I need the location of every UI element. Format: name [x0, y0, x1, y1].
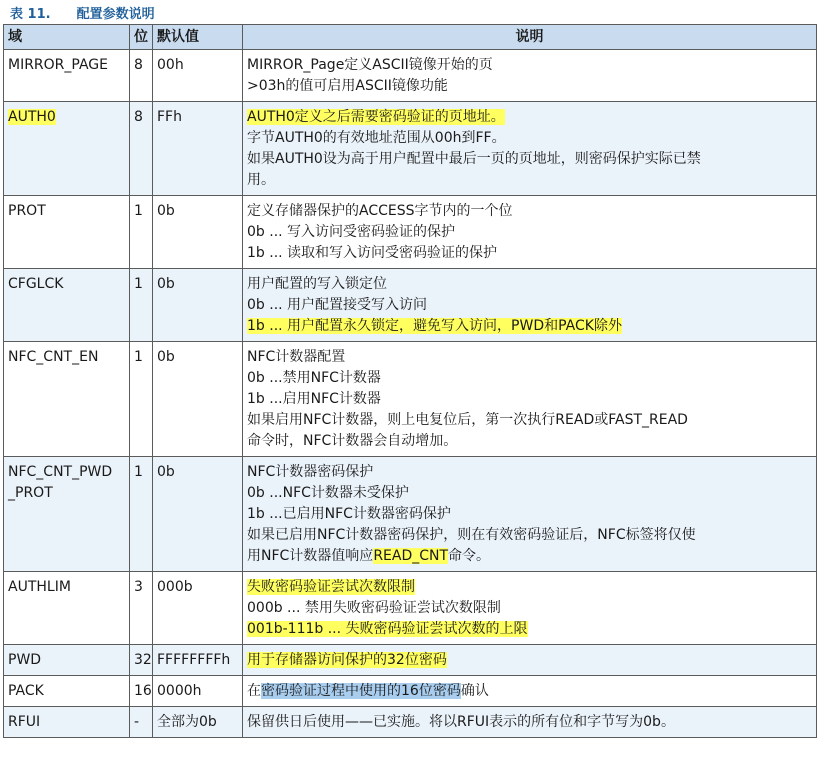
cell-field: PACK	[4, 676, 130, 707]
description-line: NFC计数器配置	[247, 349, 346, 365]
description-line: 1b ... 读取和写入访问受密码验证的保护	[247, 245, 498, 261]
table-row	[4, 676, 817, 707]
cell-bit: 1	[130, 196, 153, 269]
description-line: 000b ... 禁用失败密码验证尝试次数限制	[247, 600, 501, 616]
cell-field: RFUI	[4, 707, 130, 738]
table-title: 配置参数说明	[76, 7, 155, 22]
field-name-line: NFC_CNT_PWD	[8, 464, 113, 480]
cell-default: FFFFFFFFh	[153, 645, 243, 676]
cell-default: 0b	[153, 196, 243, 269]
cell-default: FFh	[153, 102, 243, 196]
cell-bit: 32	[130, 645, 153, 676]
config-parameter-table	[3, 24, 817, 738]
table-header-row	[4, 25, 817, 50]
table-row	[4, 269, 817, 342]
description-line: NFC计数器密码保护	[247, 464, 374, 480]
table-number: 表 11.	[10, 7, 51, 22]
cell-description	[243, 50, 817, 102]
description-line-highlighted: AUTH0定义之后需要密码验证的页地址。	[247, 109, 505, 125]
cell-default: 0b	[153, 457, 243, 572]
description-line: >03h的值可启用ASCII镜像功能	[247, 78, 448, 94]
description-line: 用。	[247, 172, 275, 188]
description-line: 命令时，NFC计数器会自动增加。	[247, 433, 458, 449]
cell-description	[243, 572, 817, 645]
description-line: 0b ... 用户配置接受写入访问	[247, 297, 428, 313]
cell-bit: 3	[130, 572, 153, 645]
table-row	[4, 572, 817, 645]
cell-description	[243, 342, 817, 457]
description-line: 用户配置的写入锁定位	[247, 276, 387, 292]
cell-description	[243, 457, 817, 572]
cell-description[interactable]	[243, 676, 817, 707]
description-line: 字节AUTH0的有效地址范围从00h到FF。	[247, 130, 506, 146]
description-line: MIRROR_Page定义ASCII镜像开始的页	[247, 57, 493, 73]
table-row	[4, 645, 817, 676]
cell-default: 0b	[153, 269, 243, 342]
cell-field: MIRROR_PAGE	[4, 50, 130, 102]
cell-field: CFGLCK	[4, 269, 130, 342]
table-row	[4, 342, 817, 457]
header-description: 说明	[243, 25, 817, 50]
cell-bit: 8	[130, 50, 153, 102]
description-line-highlighted: 失败密码验证尝试次数限制	[247, 579, 415, 595]
description-line: 0b ...禁用NFC计数器	[247, 370, 381, 386]
cell-default: 0000h	[153, 676, 243, 707]
description-line-highlighted: 1b ... 用户配置永久锁定，避免写入访问，PWD和PACK除外	[247, 318, 622, 334]
description-line[interactable]: 在密码验证过程中使用的16位密码确认	[247, 683, 489, 699]
cell-description	[243, 707, 817, 738]
table-row	[4, 707, 817, 738]
description-line: 用NFC计数器值响应READ_CNT命令。	[247, 548, 491, 564]
description-line-highlighted: 001b-111b ... 失败密码验证尝试次数的上限	[247, 621, 528, 637]
header-bit: 位	[130, 25, 153, 50]
table-row	[4, 102, 817, 196]
description-line: 1b ...已启用NFC计数器密码保护	[247, 506, 451, 522]
cell-field	[4, 102, 130, 196]
description-line: 0b ...NFC计数器未受保护	[247, 485, 409, 501]
cell-bit: -	[130, 707, 153, 738]
field-name-line: _PROT	[8, 485, 53, 501]
cell-field: AUTHLIM	[4, 572, 130, 645]
cell-field	[4, 457, 130, 572]
description-line: 定义存储器保护的ACCESS字节内的一个位	[247, 203, 513, 219]
field-name-highlighted: AUTH0	[8, 109, 56, 125]
cell-default: 0b	[153, 342, 243, 457]
table-row	[4, 457, 817, 572]
cell-description	[243, 269, 817, 342]
cell-default: 00h	[153, 50, 243, 102]
table-caption	[10, 3, 155, 22]
cell-description	[243, 102, 817, 196]
description-line: 如果启用NFC计数器，则上电复位后，第一次执行READ或FAST_READ	[247, 412, 688, 428]
cell-bit: 8	[130, 102, 153, 196]
cell-field: NFC_CNT_EN	[4, 342, 130, 457]
cell-bit: 1	[130, 457, 153, 572]
cell-description	[243, 645, 817, 676]
cell-bit: 16	[130, 676, 153, 707]
cell-default: 000b	[153, 572, 243, 645]
cell-field: PWD	[4, 645, 130, 676]
table-row	[4, 50, 817, 102]
description-line: 如果AUTH0设为高于用户配置中最后一页的页地址，则密码保护实际已禁	[247, 151, 701, 167]
cell-bit: 1	[130, 269, 153, 342]
header-field: 域	[4, 25, 130, 50]
selected-text[interactable]: 密码验证过程中使用的16位密码	[261, 683, 461, 699]
highlighted-command: READ_CNT	[373, 548, 449, 564]
description-line: 0b ... 写入访问受密码验证的保护	[247, 224, 456, 240]
cell-default: 全部为0b	[153, 707, 243, 738]
cell-description	[243, 196, 817, 269]
description-line: 如果已启用NFC计数器密码保护，则在有效密码验证后，NFC标签将仅使	[247, 527, 696, 543]
description-line: 1b ...启用NFC计数器	[247, 391, 381, 407]
header-default: 默认值	[153, 25, 243, 50]
description-line-highlighted: 用于存储器访问保护的32位密码	[247, 652, 447, 668]
cell-bit: 1	[130, 342, 153, 457]
cell-field: PROT	[4, 196, 130, 269]
table-row	[4, 196, 817, 269]
description-line: 保留供日后使用——已实施。将以RFUI表示的所有位和字节写为0b。	[247, 714, 675, 730]
